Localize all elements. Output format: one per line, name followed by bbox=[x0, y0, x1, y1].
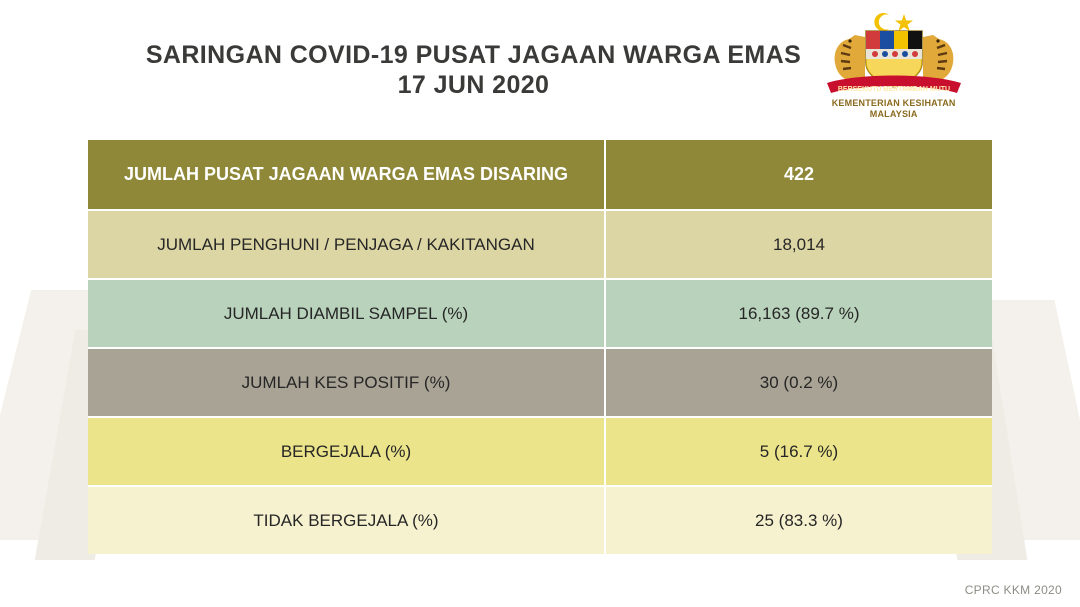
row-label: BERGEJALA (%) bbox=[88, 416, 606, 485]
table-row bbox=[88, 278, 992, 347]
row-value: 16,163 (89.7 %) bbox=[606, 278, 992, 347]
footer-credit: CPRC KKM 2020 bbox=[964, 583, 1062, 597]
table-row bbox=[88, 209, 992, 278]
row-label: TIDAK BERGEJALA (%) bbox=[88, 485, 606, 554]
row-value: 30 (0.2 %) bbox=[606, 347, 992, 416]
table-row bbox=[88, 347, 992, 416]
row-value: 422 bbox=[606, 140, 992, 209]
row-value: 5 (16.7 %) bbox=[606, 416, 992, 485]
row-value: 18,014 bbox=[606, 209, 992, 278]
malaysia-coat-of-arms-icon bbox=[811, 11, 976, 129]
page-title-line2: 17 JUN 2020 bbox=[397, 71, 550, 99]
table-row bbox=[88, 140, 992, 209]
row-label: JUMLAH DIAMBIL SAMPEL (%) bbox=[88, 278, 606, 347]
emblem-caption-line1: KEMENTERIAN KESIHATAN bbox=[831, 98, 956, 108]
row-label: JUMLAH KES POSITIF (%) bbox=[88, 347, 606, 416]
row-value: 25 (83.3 %) bbox=[606, 485, 992, 554]
row-label: JUMLAH PUSAT JAGAAN WARGA EMAS DISARING bbox=[88, 140, 606, 209]
coat-of-arms-art bbox=[819, 11, 969, 97]
slide-header bbox=[88, 10, 992, 130]
page-title bbox=[86, 40, 811, 101]
table-row bbox=[88, 416, 992, 485]
summary-table bbox=[88, 140, 992, 554]
table-row bbox=[88, 485, 992, 554]
emblem-caption bbox=[832, 98, 956, 121]
svg-text:BERSEKUTU BERTAMBAH MUTU: BERSEKUTU BERTAMBAH MUTU bbox=[837, 86, 950, 93]
emblem-caption-line2: MALAYSIA bbox=[869, 109, 918, 120]
row-label: JUMLAH PENGHUNI / PENJAGA / KAKITANGAN bbox=[88, 209, 606, 278]
page-title-line1: SARINGAN COVID-19 PUSAT JAGAAN WARGA EMAS bbox=[145, 40, 802, 69]
